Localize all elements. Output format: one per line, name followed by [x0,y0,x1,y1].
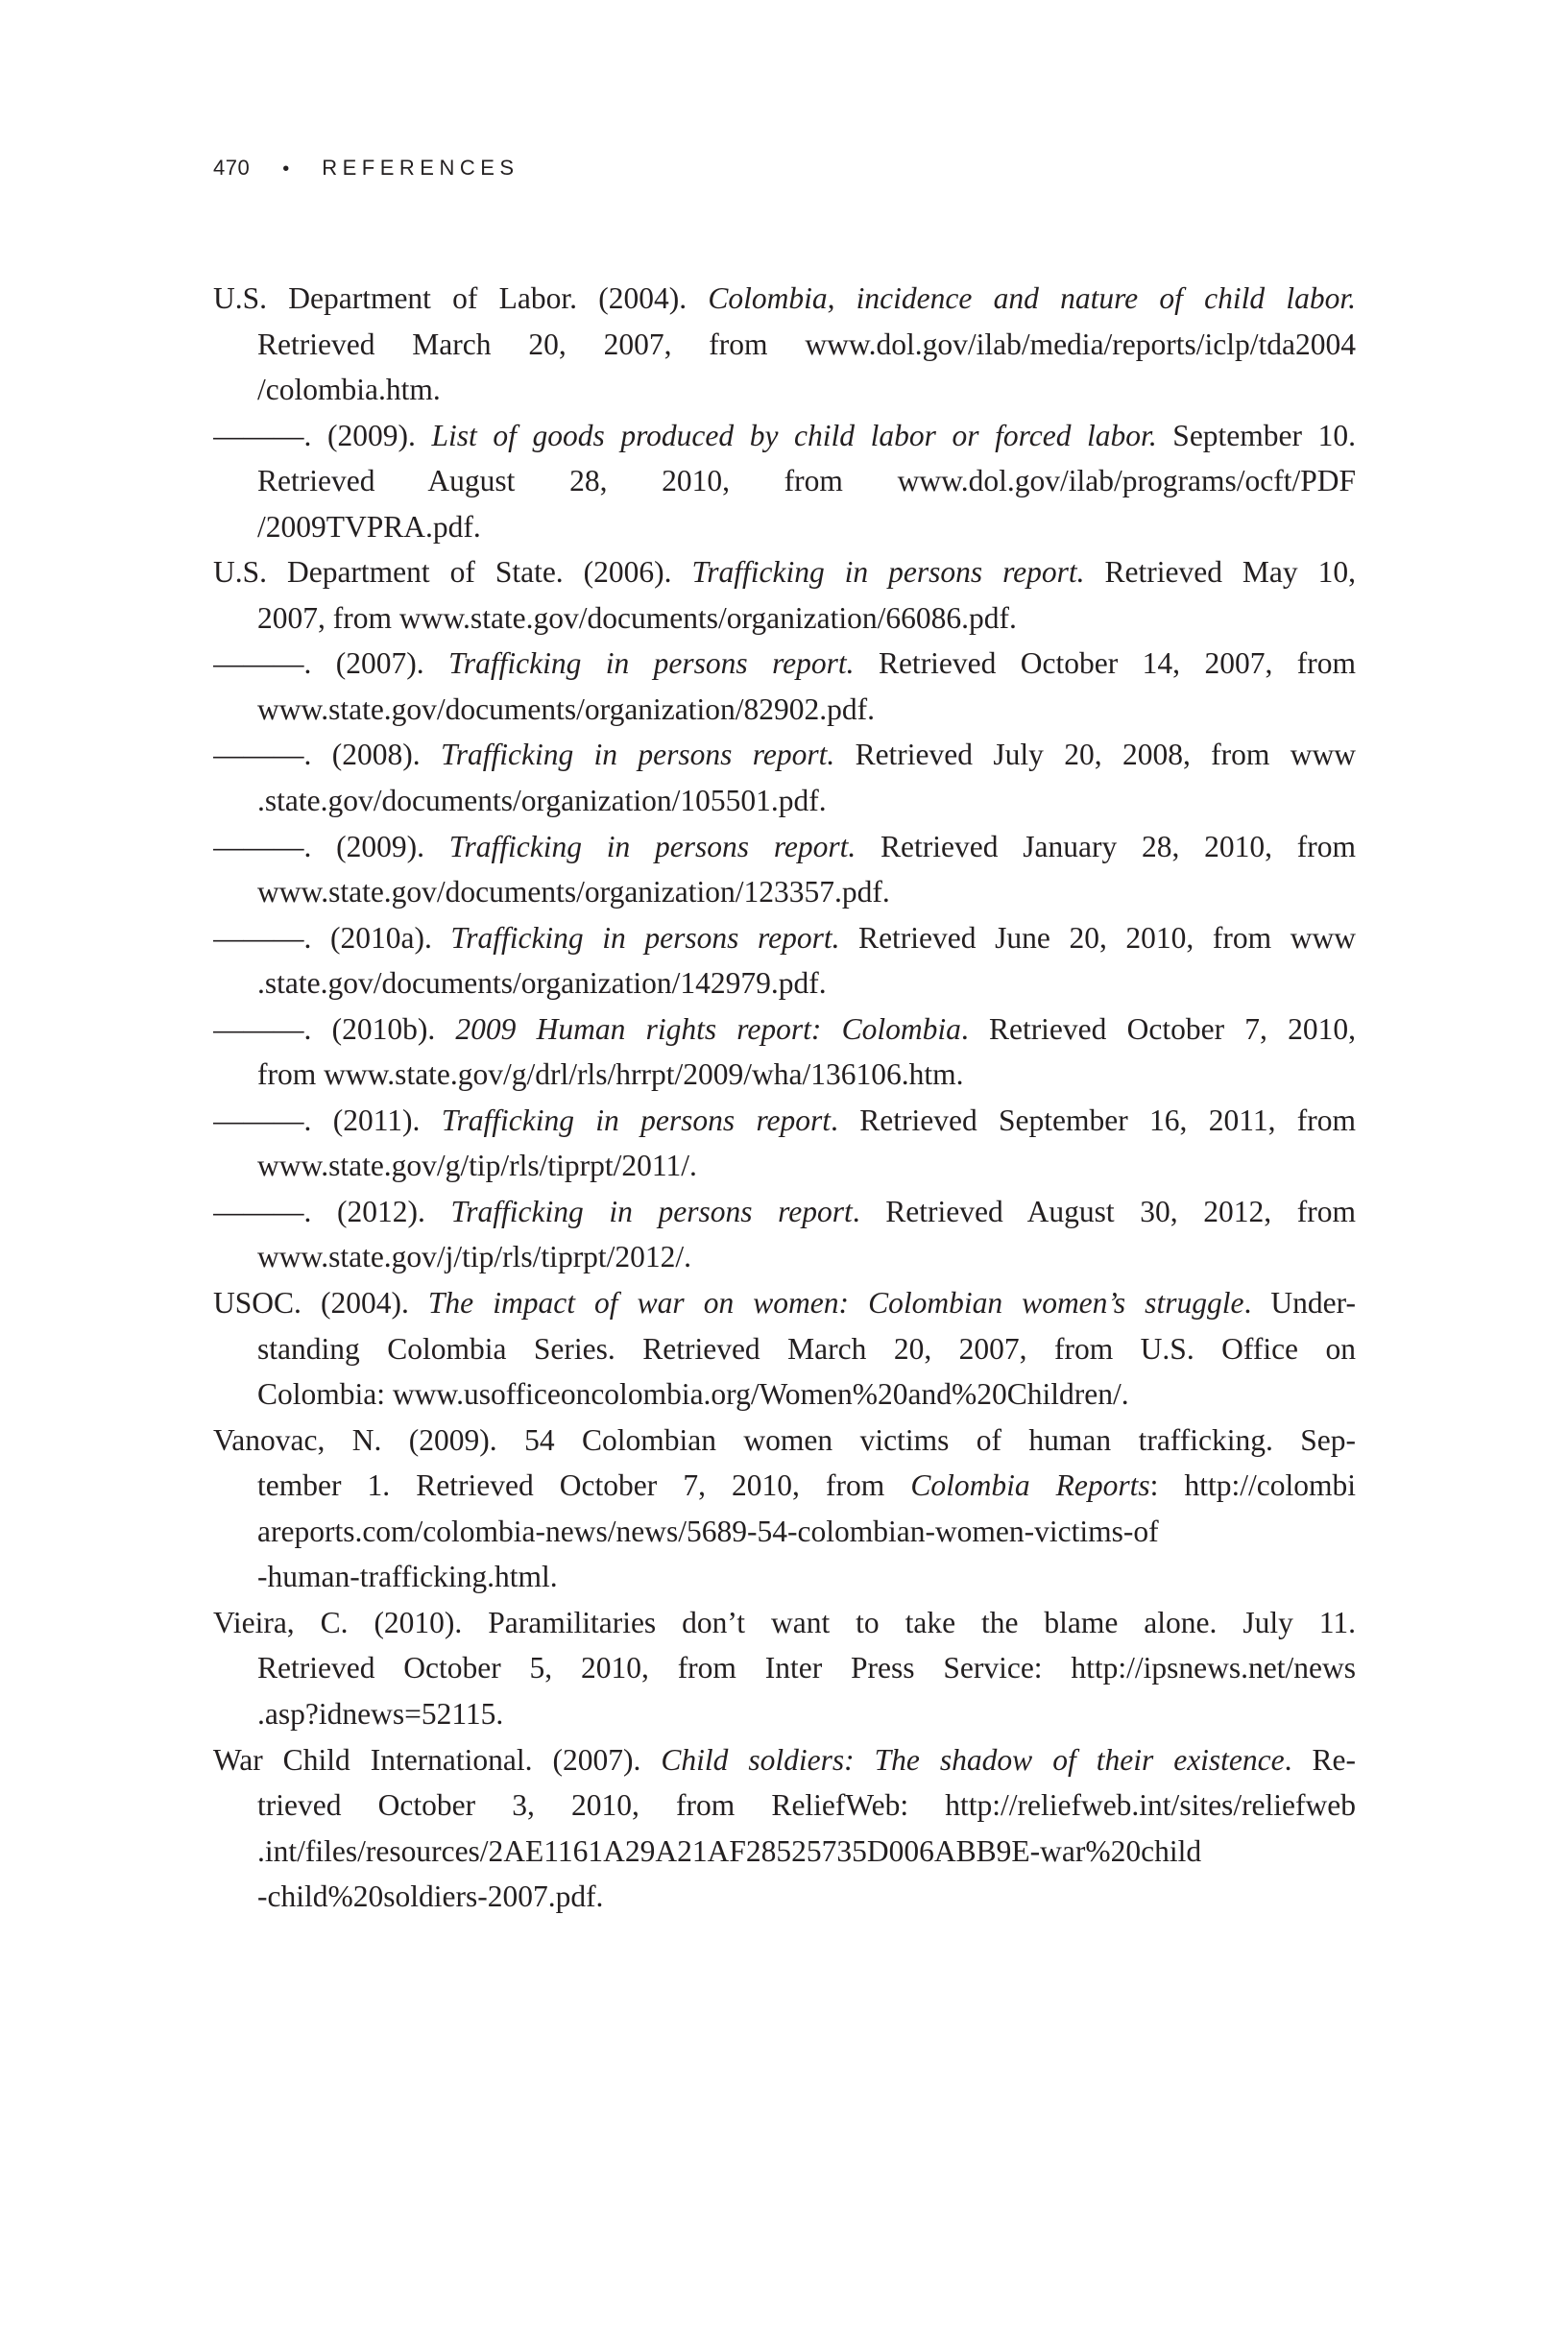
reference-text: .asp?idnews=52115. [257,1696,504,1731]
reference-text: . Re- [1284,1742,1356,1777]
reference-text: ———. (2007). [213,646,449,681]
reference-first-line [213,732,1356,778]
reference-entry [213,276,1356,413]
reference-text: Retrieved January 28, 2010, from [856,829,1356,863]
reference-text: Retrieved May 10, [1084,555,1356,590]
reference-continuation-line [213,1234,1356,1280]
reference-entry [213,549,1356,641]
reference-continuation-line [213,1143,1356,1189]
reference-continuation-line [213,1371,1356,1418]
reference-text: -child%20soldiers-2007.pdf. [257,1879,604,1914]
reference-continuation-line [213,1782,1356,1829]
reference-text: : http://colombi [1149,1468,1356,1503]
reference-first-line [213,1189,1356,1235]
reference-text: Retrieved June 20, 2010, from www [839,920,1356,955]
reference-text: . Retrieved October 7, 2010, [960,1011,1356,1046]
reference-first-line [213,1006,1356,1053]
reference-text: tember 1. Retrieved October 7, 2010, from [257,1468,911,1503]
reference-first-line [213,1418,1356,1464]
reference-text: 2007, from www.state.gov/documents/organization/66086.pdf. [257,600,1017,635]
reference-text: ———. (2012). [213,1194,451,1228]
reference-first-line [213,824,1356,870]
reference-continuation-line [213,1691,1356,1737]
reference-text: /2009TVPRA.pdf. [257,509,481,544]
reference-first-line [213,1280,1356,1326]
reference-entry [213,1418,1356,1600]
reference-continuation-line [213,1874,1356,1920]
reference-first-line [213,276,1356,322]
reference-entry [213,1737,1356,1920]
reference-title-text: 2009 Human rights report: Colombia [455,1011,961,1046]
reference-text: www.state.gov/documents/organization/123357.pdf. [257,875,890,909]
reference-title-text: List of goods produced by child labor or forced labor. [431,418,1157,452]
reference-text: Retrieved March 20, 2007, from www.dol.gov/ilab/media/reports/iclp/tda2004 [257,327,1356,361]
reference-continuation-line [213,1509,1356,1555]
reference-title-text: Colombia Reports [910,1468,1150,1503]
reference-continuation-line [213,960,1356,1006]
reference-first-line [213,1098,1356,1144]
reference-entry [213,641,1356,732]
reference-continuation-line [213,458,1356,504]
reference-continuation-line [213,687,1356,733]
reference-text: /colombia.htm. [257,373,441,407]
reference-text: Retrieved October 5, 2010, from Inter Press Service: http://ipsnews.net/news [257,1651,1356,1685]
reference-text: -human-trafficking.html. [257,1560,558,1594]
reference-title-text: Trafficking in persons report [441,1103,832,1137]
reference-text: USOC. (2004). [213,1286,428,1321]
reference-text: War Child International. (2007). [213,1742,662,1777]
reference-entry [213,732,1356,823]
reference-text: from www.state.gov/g/drl/rls/hrrpt/2009/wha/136106.htm. [257,1057,964,1092]
reference-continuation-line [213,504,1356,550]
reference-text: Vieira, C. (2010). Paramilitaries don’t want to take the blame alone. July 11. [213,1605,1356,1639]
reference-continuation-line [213,367,1356,413]
reference-text: areports.com/colombia-news/news/5689-54-colombian-women-victims-of [257,1514,1159,1548]
reference-first-line [213,549,1356,595]
reference-text: ———. (2011). [213,1103,442,1137]
reference-text: ———. (2010b). [213,1011,456,1046]
reference-title-text: Trafficking in persons report. [450,920,840,955]
reference-entry [213,1280,1356,1418]
reference-text: Retrieved July 20, 2008, from www [834,738,1356,772]
reference-text: September 10. [1156,418,1356,452]
reference-entry [213,1189,1356,1280]
reference-continuation-line [213,1326,1356,1372]
reference-first-line [213,413,1356,459]
reference-text: www.state.gov/g/tip/rls/tiprpt/2011/. [257,1149,697,1183]
reference-continuation-line [213,1463,1356,1509]
reference-title-text: Trafficking in persons report. [448,829,856,863]
reference-text: .state.gov/documents/organization/105501.pdf. [257,784,827,818]
reference-title-text: Child soldiers: The shadow of their existence [661,1742,1285,1777]
reference-continuation-line [213,1052,1356,1098]
reference-title-text: Trafficking in persons report. [448,646,855,681]
reference-entry [213,1600,1356,1737]
reference-continuation-line [213,1645,1356,1691]
reference-text: . Retrieved September 16, 2011, from [831,1103,1356,1137]
reference-text: ———. (2009). [213,829,449,863]
reference-text: . Under- [1243,1286,1356,1321]
reference-title-text: Trafficking in persons report. [691,555,1085,590]
running-head [213,156,519,184]
reference-text: U.S. Department of State. (2006). [213,555,692,590]
reference-continuation-line [213,869,1356,915]
reference-first-line [213,1737,1356,1783]
reference-text: ———. (2008). [213,738,441,772]
reference-text: Vanovac, N. (2009). 54 Colombian women victims of human trafficking. Sep- [213,1422,1356,1457]
reference-list [213,276,1356,1920]
reference-text: .state.gov/documents/organization/142979.pdf. [257,966,827,1001]
reference-entry [213,1006,1356,1098]
section-title: REFERENCES [322,156,519,180]
reference-text: standing Colombia Series. Retrieved March 20, 2007, from U.S. Office on [257,1331,1356,1366]
reference-text: www.state.gov/documents/organization/82902.pdf. [257,691,876,726]
reference-text: ———. (2010a). [213,920,451,955]
reference-title-text: The impact of war on women: Colombian women’s struggle [427,1286,1244,1321]
reference-text: . Retrieved August 30, 2012, from [852,1194,1356,1228]
reference-first-line [213,641,1356,687]
reference-first-line [213,1600,1356,1646]
reference-entry [213,824,1356,915]
reference-first-line [213,915,1356,961]
reference-title-text: Colombia, incidence and nature of child labor. [708,281,1356,315]
reference-continuation-line [213,322,1356,368]
reference-text: www.state.gov/j/tip/rls/tiprpt/2012/. [257,1240,692,1274]
reference-continuation-line [213,595,1356,642]
reference-entry [213,915,1356,1006]
reference-text: Retrieved October 14, 2007, from [854,646,1356,681]
bullet-separator-icon: • [282,158,290,180]
reference-title-text: Trafficking in persons report [450,1194,853,1228]
page-number: 470 [213,156,251,180]
reference-text: U.S. Department of Labor. (2004). [213,281,709,315]
reference-text: Retrieved August 28, 2010, from www.dol.gov/ilab/programs/ocft/PDF [257,464,1356,498]
reference-text: ———. (2009). [213,418,432,452]
reference-continuation-line [213,1829,1356,1875]
reference-entry [213,413,1356,550]
reference-continuation-line [213,778,1356,824]
reference-text: Colombia: www.usofficeoncolombia.org/Women%20and%20Children/. [257,1377,1129,1412]
reference-text: .int/files/resources/2AE1161A29A21AF28525735D006ABB9E-war%20child [257,1833,1202,1868]
reference-title-text: Trafficking in persons report. [440,738,835,772]
reference-entry [213,1098,1356,1189]
reference-text: trieved October 3, 2010, from ReliefWeb: http://reliefweb.int/sites/reliefweb [257,1788,1356,1823]
reference-continuation-line [213,1554,1356,1600]
